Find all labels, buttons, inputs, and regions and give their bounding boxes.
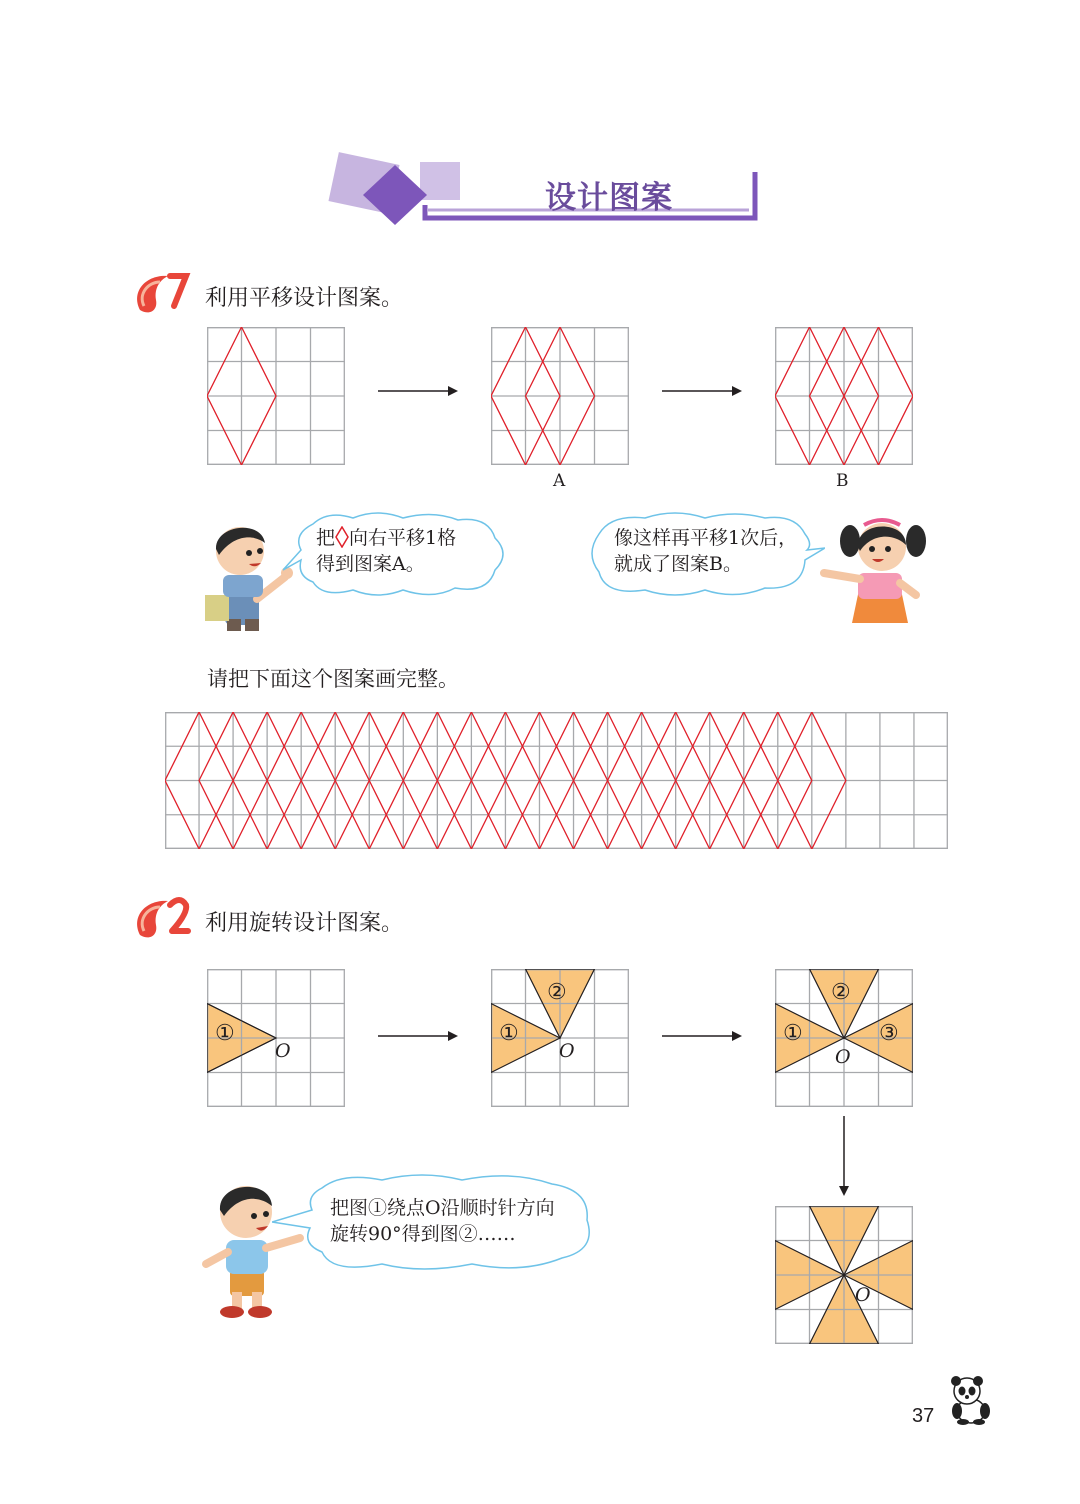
label-point-o: O [855,1284,871,1306]
arrow-right-icon [378,384,458,398]
boy-bubble-line2: 得到图案A。 [316,553,425,575]
exercise-grid [165,712,948,849]
boy-bubble-text [316,525,456,577]
page-title: 设计图案 [545,180,673,216]
panda-icon [945,1375,995,1425]
boy2-bubble-text [330,1195,555,1247]
label-fig1: ① [215,1021,235,1046]
section1-heading: 利用平移设计图案。 [205,286,404,311]
boy-bubble-line1 [316,525,456,551]
caption-a: A [553,471,566,491]
diamond-icon [335,526,349,548]
label-fig1: ① [783,1021,803,1046]
section-badge-icon [130,270,192,318]
girl-bubble-text [614,525,797,577]
girl-character-icon [820,513,928,628]
grid-pattern-b [775,327,913,465]
label-point-o: O [275,1040,291,1062]
boy-bubble-prefix: 把 [316,527,336,549]
label-fig1: ① [499,1021,519,1046]
arrow-right-icon [378,1029,458,1043]
page-number: 37 [912,1405,935,1427]
caption-b: B [836,471,849,491]
label-point-o: O [835,1046,851,1068]
label-point-o: O [559,1040,575,1062]
rotation-grid-final [775,1206,913,1344]
girl-bubble-line1: 像这样再平移1次后， [614,527,798,549]
boy2-bubble-line1: 把图①绕点O沿顺时针方向 [330,1197,555,1219]
section2-heading: 利用旋转设计图案。 [205,911,404,936]
grid-pattern-a [491,327,629,465]
arrow-right-icon [662,384,742,398]
section-badge-icon [130,895,192,943]
boy2-bubble-line2: 旋转90°得到图②…… [330,1223,516,1245]
exercise-prompt: 请把下面这个图案画完整。 [207,667,459,691]
arrow-down-icon [837,1116,851,1196]
girl-bubble-line2: 就成了图案B。 [614,553,742,575]
label-fig2: ② [547,980,567,1005]
arrow-right-icon [662,1029,742,1043]
label-fig2: ② [831,980,851,1005]
boy-bubble-suffix: 向右平移1格 [349,527,457,549]
label-fig3: ③ [879,1021,899,1046]
grid-pattern-1 [207,327,345,465]
